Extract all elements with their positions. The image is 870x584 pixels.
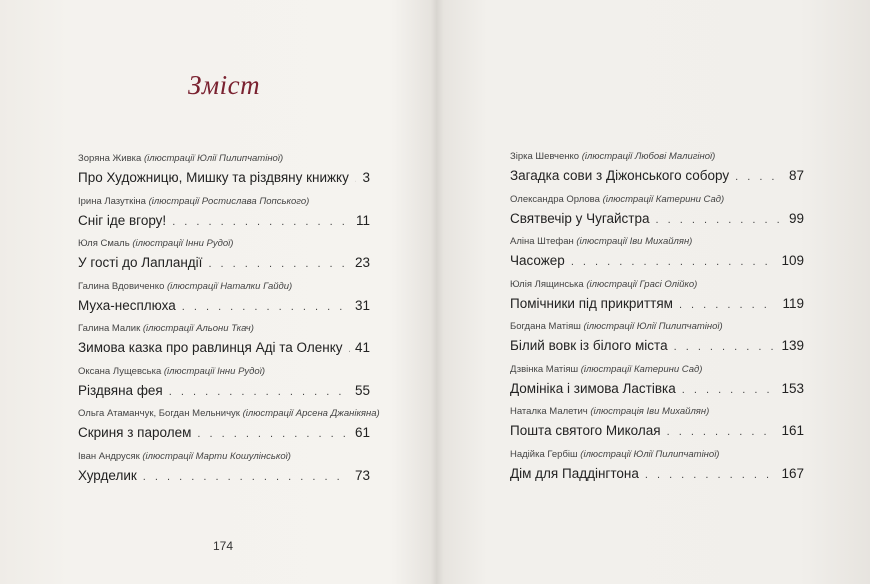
toc-page-number: 41 [354,340,370,355]
toc-author-line [78,196,370,208]
toc-page-number: 161 [781,423,804,438]
toc-author-line [510,449,804,461]
toc-author-line [510,364,804,376]
toc-leader-dots [667,424,776,440]
toc-illustrator: (ілюстрація Іви Михайлян) [590,406,710,417]
toc-story-title: Часожер [510,253,565,268]
toc-leader-dots [735,169,783,185]
toc-row [78,255,370,272]
toc-leader-dots [674,339,776,355]
toc-illustrator: (ілюстрації Ростислава Попського) [148,195,310,207]
toc-story-title: Скриня з паролем [78,425,192,440]
toc-row [510,466,804,483]
toc-leader-dots [645,467,776,483]
toc-entry [78,366,370,400]
toc-leader-dots [355,171,357,187]
toc-story-title: Муха-несплюха [78,297,176,313]
toc-page-number: 31 [354,297,370,313]
toc-author: Юлія Лящинська [510,278,584,290]
toc-entry [510,279,804,313]
toc-illustrator: (ілюстрації Юлії Пилипчатіної) [583,321,723,332]
toc-illustrator: (ілюстрації Катерини Сад) [602,193,725,205]
toc-leader-dots [172,214,350,230]
toc-author: Юля Смаль [78,238,130,249]
toc-illustrator: (ілюстрації Марти Кошулінської) [142,450,291,462]
toc-author-line [78,366,370,378]
toc-row [78,213,370,230]
toc-illustrator: (ілюстрації Грасі Олійко) [586,278,698,290]
toc-author-line [78,323,370,335]
toc-author: Олександра Орлова [510,193,600,205]
toc-leader-dots [197,426,349,442]
toc-story-title: Пошта святого Миколая [510,423,661,438]
toc-entry [510,236,804,270]
toc-author-line [78,408,380,420]
toc-author: Аліна Штефан [510,236,574,247]
toc-illustrator: (ілюстрації Юлії Пилипчатіної) [580,448,720,460]
toc-author: Іван Андрусяк [78,450,140,462]
toc-page-number: 11 [355,212,370,228]
toc-leader-dots [679,297,777,313]
toc-row [510,423,804,440]
toc-author-line [510,406,804,418]
toc-row [510,338,804,355]
toc-entry [510,364,804,398]
toc-story-title: Зимова казка про равлинця Аді та Оленку [78,340,343,355]
toc-entry [78,281,370,315]
toc-page-number: 87 [788,168,804,183]
page-title: Зміст [188,70,261,100]
toc-illustrator: (ілюстрації Юлії Пилипчатіної) [143,153,284,164]
toc-entry [510,194,804,228]
toc-leader-dots [656,212,783,228]
toc-author: Ольга Атаманчук, Богдан Мельничук [78,408,240,419]
toc-author-line [78,281,370,293]
toc-entry [78,451,370,485]
toc-entry [78,408,380,442]
toc-illustrator: (ілюстрації Іви Михайлян) [576,236,693,247]
toc-author-line [510,321,804,333]
toc-story-title: Різдвяна фея [78,382,163,398]
toc-page-number: 167 [781,465,804,481]
toc-entry [510,449,804,483]
toc-page-number: 99 [788,210,804,226]
toc-author-line [510,236,804,248]
toc-author: Оксана Лущевська [78,365,162,377]
toc-illustrator: (ілюстрації Любові Малигіної) [581,151,716,162]
toc-row [510,253,804,270]
toc-author-line [78,153,370,165]
toc-author: Галина Малик [78,323,141,334]
toc-author: Ірина Лазуткіна [78,195,146,207]
toc-author: Дзвінка Матіяш [510,363,579,375]
toc-row [78,298,370,315]
toc-illustrator: (ілюстрації Катерини Сад) [580,363,703,375]
toc-page-number: 73 [354,467,370,483]
toc-author-line [510,151,804,163]
toc-illustrator: (ілюстрації Арсена Джанікяна) [242,408,380,419]
toc-story-title: Білий вовк із білого міста [510,338,668,353]
toc-entry [78,238,370,272]
toc-author: Богдана Матіяш [510,321,581,332]
toc-story-title: Про Художницю, Мишку та різдвяну книжку [78,170,349,185]
toc-row [510,296,804,313]
toc-author-line [510,279,804,291]
toc-story-title: Хурделик [78,467,137,483]
toc-story-title: У гості до Лапландії [78,255,203,270]
toc-page-number: 23 [354,255,370,270]
toc-author: Галина Вдовиченко [78,280,165,292]
toc-illustrator: (ілюстрації Інни Рудої) [132,238,234,249]
toc-story-title: Дім для Паддінгтона [510,465,639,481]
toc-author-line [510,194,804,206]
toc-story-title: Загадка сови з Діжонського собору [510,168,730,183]
toc-entry [510,321,804,355]
toc-story-title: Помічники під прикриттям [510,295,673,311]
toc-leader-dots [208,256,349,272]
page-number: 174 [213,539,234,553]
toc-row [510,381,804,398]
toc-page-number: 3 [362,170,370,185]
toc-row [78,383,370,400]
toc-leader-dots [682,382,776,398]
toc-illustrator: (ілюстрації Альони Ткач) [142,323,254,334]
toc-leader-dots [182,299,349,315]
toc-story-title: Сніг іде вгору! [78,212,167,228]
toc-leader-dots [571,254,776,270]
toc-author-line [78,451,370,463]
toc-row [78,468,370,485]
toc-author: Зоряна Живка [78,153,142,164]
toc-page-number: 109 [781,253,804,268]
toc-row [78,170,370,187]
toc-leader-dots [169,384,349,400]
toc-author: Надійка Гербіш [510,448,578,460]
toc-story-title: Домініка і зимова Ластівка [510,380,676,396]
toc-leader-dots [143,469,349,485]
toc-illustrator: (ілюстрації Наталки Гайди) [167,280,293,292]
toc-illustrator: (ілюстрації Інни Рудої) [163,365,265,377]
toc-row [510,211,804,228]
toc-page-number: 153 [781,380,804,396]
toc-story-title: Святвечір у Чугайстра [510,210,650,226]
toc-page-number: 139 [781,338,804,353]
toc-entry [78,153,370,187]
toc-row [510,168,804,185]
right-page [442,0,870,584]
toc-page-number: 61 [354,425,370,440]
toc-row [78,340,370,357]
toc-author: Зірка Шевченко [510,151,580,162]
toc-page-number: 119 [782,295,804,311]
toc-entry [510,151,804,185]
toc-entry [78,196,370,230]
toc-entry [510,406,804,440]
toc-author: Наталка Малетич [510,406,588,417]
toc-author-line [78,238,370,250]
toc-entry [78,323,370,357]
toc-row [78,425,370,442]
toc-page-number: 55 [354,382,370,398]
